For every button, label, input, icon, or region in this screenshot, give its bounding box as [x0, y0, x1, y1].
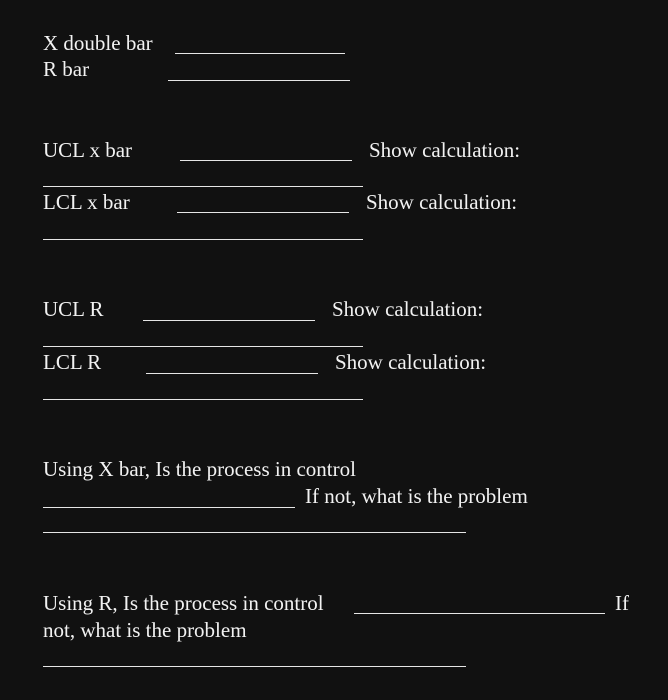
x-double-bar-label: X double bar: [43, 31, 153, 55]
ucl-xbar-calc-blank[interactable]: [43, 186, 363, 187]
ucl-xbar-calc-label: Show calculation:: [369, 138, 521, 162]
r-control-answer-blank[interactable]: [354, 613, 605, 614]
x-double-bar-blank[interactable]: [175, 53, 345, 54]
ucl-r-calc-label: Show calculation:: [332, 297, 484, 321]
lcl-r-blank[interactable]: [146, 373, 318, 374]
ucl-r-calc-blank[interactable]: [43, 346, 363, 347]
lcl-r-calc-blank[interactable]: [43, 399, 363, 400]
ucl-xbar-blank[interactable]: [180, 160, 352, 161]
r-problem-question-rest: not, what is the problem: [43, 618, 247, 642]
r-problem-question-start: If: [615, 591, 629, 615]
r-control-question: Using R, Is the process in control: [43, 591, 324, 615]
xbar-control-answer-blank[interactable]: [43, 507, 295, 508]
ucl-xbar-label: UCL x bar: [43, 138, 133, 162]
r-problem-answer-blank[interactable]: [43, 666, 466, 667]
xbar-problem-answer-blank[interactable]: [43, 532, 466, 533]
xbar-problem-question: If not, what is the problem: [305, 484, 528, 508]
xbar-control-question: Using X bar, Is the process in control: [43, 457, 356, 481]
lcl-r-calc-label: Show calculation:: [335, 350, 487, 374]
r-bar-blank[interactable]: [168, 80, 350, 81]
ucl-r-blank[interactable]: [143, 320, 315, 321]
lcl-xbar-calc-label: Show calculation:: [366, 190, 518, 214]
lcl-xbar-blank[interactable]: [177, 212, 349, 213]
lcl-r-label: LCL R: [43, 350, 102, 374]
r-bar-label: R bar: [43, 57, 90, 81]
lcl-xbar-calc-blank[interactable]: [43, 239, 363, 240]
lcl-xbar-label: LCL x bar: [43, 190, 130, 214]
ucl-r-label: UCL R: [43, 297, 104, 321]
